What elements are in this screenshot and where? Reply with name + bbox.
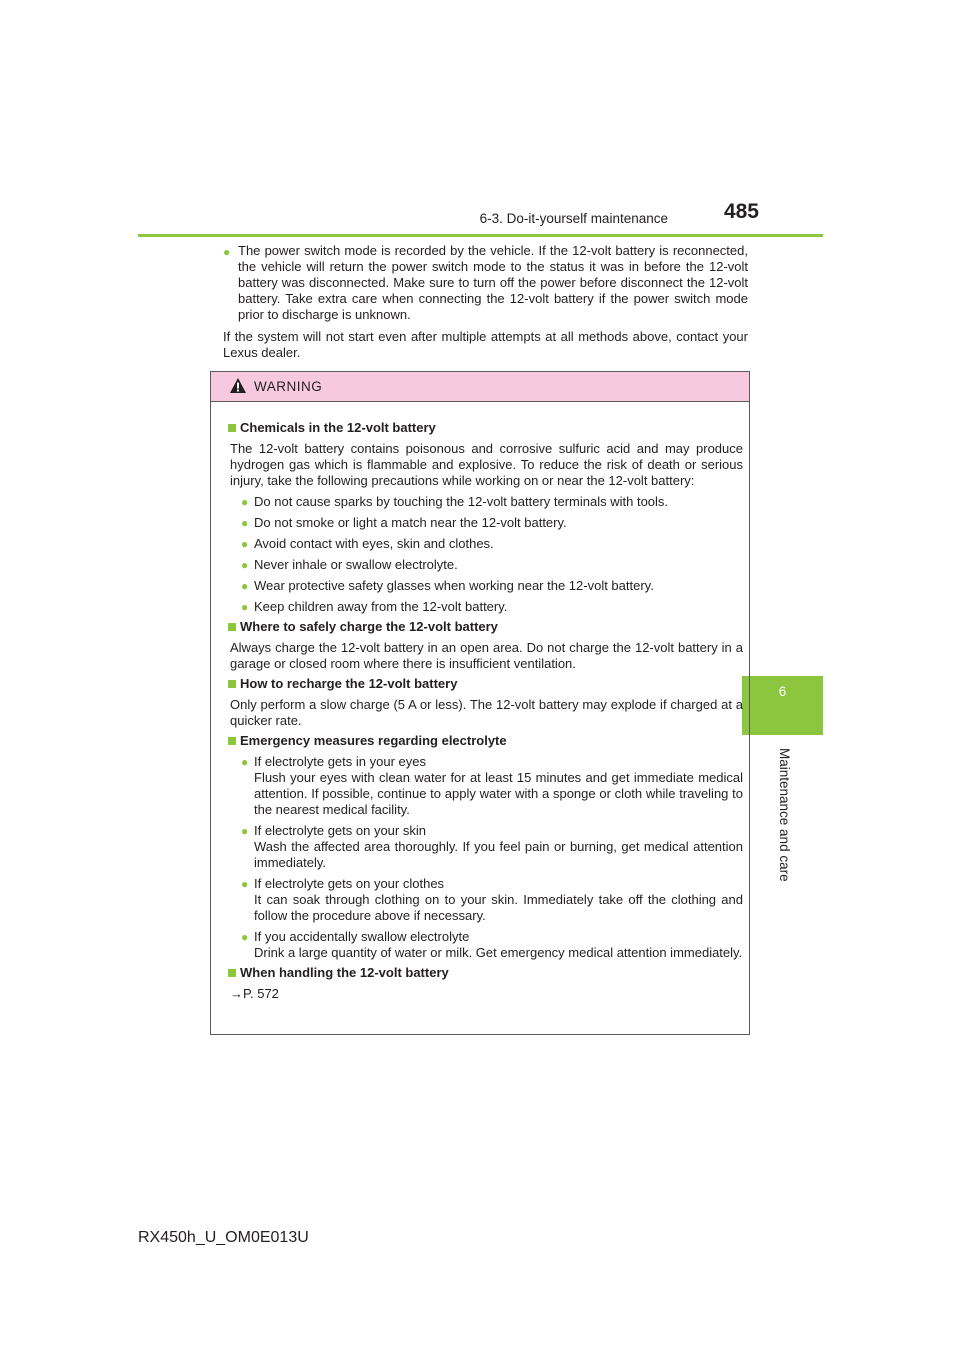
list-item: ● Never inhale or swallow electrolyte.: [241, 557, 458, 572]
section-text: Only perform a slow charge (5 A or less). The 12-volt battery may explode if charged at a quicker rate.: [230, 697, 743, 728]
intro-text: [223, 243, 748, 361]
list-item: ● Keep children away from the 12-volt battery.: [241, 599, 508, 614]
square-bullet-icon: [228, 969, 236, 977]
section-heading: How to recharge the 12-volt battery: [228, 676, 743, 692]
square-bullet-icon: [228, 680, 236, 688]
section-text: The 12-volt battery contains poisonous and corrosive sulfuric acid and may produce hydrogen gas which is flammable and explosive. To reduce the risk of death or serious injury, take the following precautions while working on or near the 12-volt battery:: [230, 441, 743, 488]
bullet-dot-icon: ●: [241, 537, 249, 551]
chapter-tab: [742, 676, 823, 735]
section-title: 6-3. Do-it-yourself maintenance: [479, 211, 668, 226]
list-item: ● Do not smoke or light a match near the 12-volt battery.: [241, 515, 567, 530]
bullet-dot-icon: ●: [241, 930, 249, 944]
document-code: RX450h_U_OM0E013U: [138, 1229, 309, 1246]
warning-title: WARNING: [254, 379, 323, 394]
section-heading: Where to safely charge the 12-volt battery: [228, 619, 743, 635]
section-heading: Emergency measures regarding electrolyte: [228, 733, 743, 749]
warning-header: [211, 372, 749, 402]
warning-triangle-icon: [229, 377, 247, 394]
list-item: ● Wear protective safety glasses when working near the 12-volt battery.: [241, 578, 654, 593]
bullet-dot-icon: ●: [241, 516, 249, 530]
chapter-title: Maintenance and care: [777, 748, 792, 882]
bullet-dot-icon: ●: [241, 824, 249, 838]
bullet-dot-icon: ●: [241, 495, 249, 509]
page-header: [138, 200, 823, 237]
bullet-dot-icon: ●: [241, 755, 249, 769]
list-item: ● If electrolyte gets on your clothes It can soak through clothing on to your skin. Immediately take off the clothing and follow the procedure above if necessary.: [241, 876, 743, 923]
bullet-dot-icon: ●: [241, 558, 249, 572]
list-item: ● If you accidentally swallow electrolyte Drink a large quantity of water or milk. Get emergency medical attention immediately.: [241, 929, 743, 960]
chapter-number: 6: [778, 684, 787, 699]
warning-body: [211, 402, 749, 1002]
warning-box: [210, 371, 750, 1035]
page-number: 485: [723, 200, 759, 223]
square-bullet-icon: [228, 424, 236, 432]
square-bullet-icon: [228, 623, 236, 631]
section-text: Always charge the 12-volt battery in an open area. Do not charge the 12-volt battery in a garage or closed room where there is insufficient ventilation.: [230, 640, 743, 671]
bullet-dot-icon: ●: [241, 877, 249, 891]
bullet-dot-icon: ●: [223, 245, 231, 259]
list-item: ● Do not cause sparks by touching the 12-volt battery terminals with tools.: [241, 494, 669, 509]
intro-paragraph: If the system will not start even after multiple attempts at all methods above, contact your Lexus dealer.: [223, 329, 748, 360]
list-item: ● If electrolyte gets in your eyes Flush your eyes with clean water for at least 15 minutes and get immediate medical attention. If possible, continue to apply water with a sponge or cloth while traveling to the nearest medical facility.: [241, 754, 743, 817]
bullet-dot-icon: ●: [241, 600, 249, 614]
section-heading: Chemicals in the 12-volt battery: [228, 420, 743, 436]
page-reference: →P. 572: [230, 986, 279, 1001]
square-bullet-icon: [228, 737, 236, 745]
bullet-dot-icon: ●: [241, 579, 249, 593]
list-item: ● Avoid contact with eyes, skin and clothes.: [241, 536, 494, 551]
intro-bullet: ● The power switch mode is recorded by the vehicle. If the 12-volt battery is reconnected, the vehicle will return the power switch mode to the status it was in before the 12-volt battery was disconnected. Make sure to turn off the power before disconnect the 12-volt battery. Take extra care when connecting the 12-volt battery if the power switch mode prior to discharge is unknown.: [223, 243, 748, 322]
section-heading: When handling the 12-volt battery: [228, 965, 743, 981]
list-item: ● If electrolyte gets on your skin Wash the affected area thoroughly. If you feel pain or burning, get medical attention immediately.: [241, 823, 743, 870]
